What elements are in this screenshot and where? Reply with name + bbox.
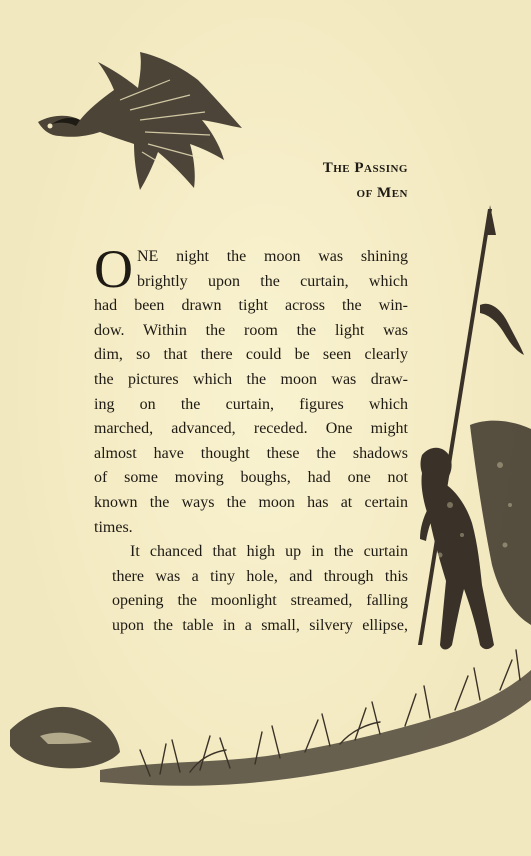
flying-eagle-icon — [30, 40, 255, 200]
text-line: NE night the moon was shining — [137, 248, 408, 265]
text-line: of some moving boughs, had one not — [94, 469, 408, 487]
paragraph-2 — [94, 540, 408, 638]
text-line: dow. Within the room the light was — [94, 321, 408, 339]
spearman-silhouette-icon — [410, 205, 531, 695]
text-line: the pictures which the moon was draw- — [94, 370, 408, 388]
drop-cap: O — [94, 239, 133, 299]
text-line: had been drawn tight across the win- — [94, 297, 408, 315]
story-text — [94, 239, 408, 639]
chapter-title-line-1: The Passing — [322, 160, 408, 176]
text-line: It chanced that high up in the curtain — [130, 543, 408, 561]
text-line: opening the moonlight streamed, falling — [112, 592, 408, 610]
text-line: there was a tiny hole, and through this — [112, 567, 408, 585]
text-line: upon the table in a small, silvery ellipse, — [112, 616, 408, 634]
text-line: brightly upon the curtain, which — [137, 272, 408, 290]
paragraph-1 — [94, 239, 408, 540]
text-line: known the ways the moon has at certain — [94, 493, 408, 511]
text-line: marched, advanced, receded. One might — [94, 420, 408, 438]
chapter-title — [323, 156, 408, 206]
text-line: times. — [94, 518, 133, 536]
text-line: ing on the curtain, figures which — [94, 395, 408, 413]
chapter-title-line-2: of Men — [356, 185, 408, 201]
rocky-grass-ground-icon — [0, 640, 531, 810]
text-line: almost have thought these the shadows — [94, 444, 408, 462]
text-line: dim, so that there could be seen clearly — [94, 346, 408, 364]
